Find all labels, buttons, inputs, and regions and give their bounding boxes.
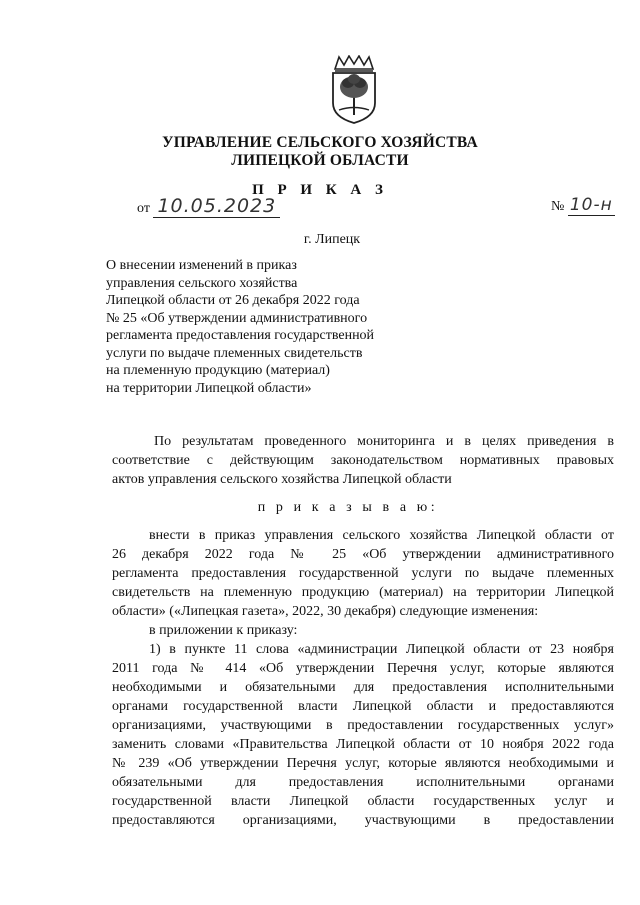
document-type-title: П Р И К А З — [252, 182, 388, 198]
number-prefix: № — [551, 199, 565, 214]
subject-line: управления сельского хозяйства — [106, 275, 298, 291]
order-body — [112, 526, 614, 830]
city-name: г. Липецк — [303, 232, 361, 247]
preamble-line: По результатам проведенного мониторинга и в целях приведения в — [154, 434, 614, 449]
subject-line: № 25 «Об утверждении административного — [106, 310, 368, 326]
order-subject — [106, 257, 426, 397]
subject-line: О внесении изменений в приказ — [106, 258, 297, 273]
subject-line: регламента предоставления государственной — [106, 328, 375, 343]
body-line: необходимыми и обязательными для предоставления исполнительными — [112, 680, 614, 695]
body-line: 1) в пункте 11 слова «администрации Липецкой области от 23 ноября — [149, 642, 614, 657]
body-line: области» («Липецкая газета», 2022, 30 декабря) следующие изменения: — [112, 604, 539, 619]
date-line — [137, 195, 280, 217]
body-line: свидетельств на племенную продукцию (материал) на территории Липецкой — [112, 585, 614, 600]
body-line: в приложении к приказу: — [149, 623, 298, 638]
subject-line: Липецкой области от 26 декабря 2022 года — [106, 293, 360, 308]
subject-line: на племенную продукцию (материал) — [106, 363, 330, 378]
preamble-line: актов управления сельского хозяйства Липецкой области — [112, 472, 452, 487]
date-prefix: от — [137, 201, 150, 216]
body-line: предоставляются организациями, участвующими в предоставлении — [112, 813, 614, 828]
body-line: государственной власти Липецкой области государственных услуг и — [112, 794, 614, 809]
organization-name-line-1: УПРАВЛЕНИЕ СЕЛЬСКОГО ХОЗЯЙСТВА — [162, 134, 478, 151]
body-line: № 239 «Об утверждении Перечня услуг, которые являются необходимыми и — [112, 756, 614, 771]
handwritten-number: 10-н — [569, 195, 613, 215]
body-line: 26 декабря 2022 года № 25 «Об утверждении административного — [112, 547, 614, 562]
body-line: заменить словами «Правительства Липецкой области от 10 ноября 2022 года — [112, 737, 614, 752]
handwritten-date: 10.05.2023 — [153, 195, 280, 218]
subject-line: услуги по выдаче племенных свидетельств — [106, 345, 363, 361]
body-line: органами государственной власти Липецкой области и предоставляются — [112, 699, 614, 714]
preamble-paragraph — [112, 432, 614, 489]
body-line: организациями, участвующими в предоставлении государственных услуг» — [112, 718, 614, 733]
coat-of-arms-icon — [329, 55, 379, 125]
body-line: 2011 года № 414 «Об утверждении Перечня услуг, которые являются — [112, 661, 614, 676]
order-verb: п р и к а з ы в а ю: — [257, 500, 439, 515]
subject-line: на территории Липецкой области» — [106, 380, 312, 396]
number-line — [551, 195, 615, 215]
body-line: обязательными для предоставления исполнительными органами — [112, 775, 614, 790]
preamble-line: соответствие с действующим законодательством нормативных правовых — [112, 453, 614, 468]
body-line: внести в приказ управления сельского хозяйства Липецкой области от — [149, 528, 614, 543]
organization-name-line-2: ЛИПЕЦКОЙ ОБЛАСТИ — [231, 152, 409, 169]
body-line: регламента предоставления государственной услуги по выдаче племенных — [112, 566, 614, 581]
